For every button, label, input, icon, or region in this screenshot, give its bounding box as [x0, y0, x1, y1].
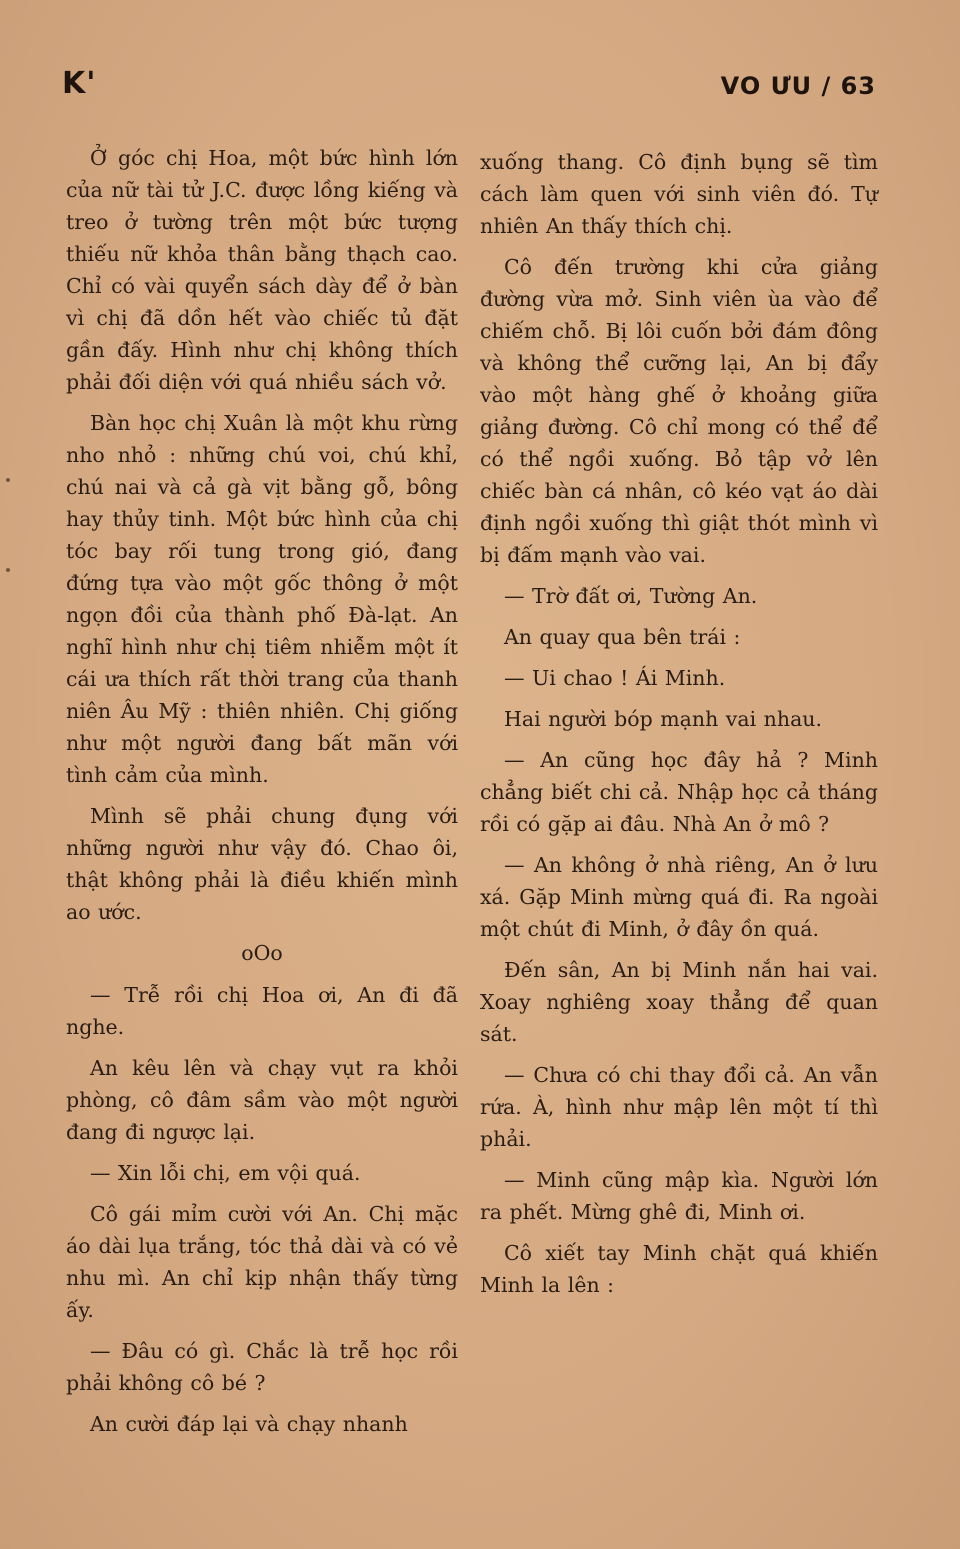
paragraph: — An không ở nhà riêng, An ở lưu xá. Gặp Minh mừng quá đi. Ra ngoài một chút đi Minh, ở đây ồn quá.	[480, 853, 878, 941]
paragraph: — An cũng học đây hả ? Minh chẳng biết chi cả. Nhập học cả tháng rồi có gặp ai đâu. Nhà An ở mô ?	[480, 748, 878, 836]
paragraph: — Trờ đất ơi, Tường An.	[504, 584, 758, 608]
left-column	[66, 142, 458, 1449]
paragraph: Ở góc chị Hoa, một bức hình lớn của nữ tài tử J.C. được lồng kiếng và treo ở tường trên một bức tượng thiếu nữ khỏa thân bằng thạch cao. Chỉ có vài quyển sách dày để ở bàn vì chị đã dồn hết vào chiếc tủ đặt gần đấy. Hình như chị không thích phải đối diện với quá nhiều sách vở.	[66, 146, 458, 394]
paragraph: xuống thang. Cô định bụng sẽ tìm cách làm quen với sinh viên đó. Tự nhiên An thấy thích chị.	[480, 150, 878, 238]
running-header: VO ƯU / 63	[720, 72, 876, 100]
paragraph: Đến sân, An bị Minh nắn hai vai. Xoay nghiêng xoay thẳng để quan sát.	[480, 958, 878, 1046]
paragraph: — Chưa có chi thay đổi cả. An vẫn rứa. À, hình như mập lên một tí thì phải.	[480, 1063, 878, 1151]
paragraph: — Ui chao ! Ái Minh.	[504, 666, 726, 690]
page-corner-mark: K'	[62, 66, 97, 101]
paragraph: An quay qua bên trái :	[504, 625, 741, 649]
paragraph: Cô xiết tay Minh chặt quá khiến Minh la lên :	[480, 1241, 878, 1297]
paragraph: Hai người bóp mạnh vai nhau.	[504, 707, 823, 731]
paragraph: Cô đến trường khi cửa giảng đường vừa mở. Sinh viên ùa vào để chiếm chỗ. Bị lôi cuốn bởi đám đông và không thể cưỡng lại, An bị đẩy vào một hàng ghế ở khoảng giữa giảng đường. Cô chỉ mong có thể để có thể ngồi xuống. Bỏ tập vở lên chiếc bàn cá nhân, cô kéo vạt áo dài định ngồi xuống thì giật thót mình vì bị đấm mạnh vào vai.	[480, 255, 878, 567]
paragraph: — Xin lỗi chị, em vội quá.	[90, 1161, 361, 1185]
paragraph: — Minh cũng mập kìa. Người lớn ra phết. Mừng ghê đi, Minh ơi.	[480, 1168, 878, 1224]
paragraph: An kêu lên và chạy vụt ra khỏi phòng, cô đâm sầm vào một người đang đi ngược lại.	[66, 1056, 458, 1144]
paragraph: Bàn học chị Xuân là một khu rừng nho nhỏ : những chú voi, chú khỉ, chú nai và cả gà vịt bằng gỗ, bông hay thủy tinh. Một bức hình của chị tóc bay rối tung trong gió, đang đứng tựa vào một gốc thông ở một ngọn đồi của thành phố Đà-lạt. An nghĩ hình như chị tiêm nhiễm một ít cái ưa thích rất thời trang của thanh niên Âu Mỹ : thiên nhiên. Chị giống như một người đang bất mãn với tình cảm của mình.	[66, 411, 458, 787]
paper-speck	[6, 478, 10, 482]
paragraph: Mình sẽ phải chung đụng với những người như vậy đó. Chao ôi, thật không phải là điều khiến mình ao ước.	[66, 804, 458, 924]
right-column	[480, 146, 878, 1310]
paragraph: — Trễ rồi chị Hoa ơi, An đi đã nghe.	[66, 983, 458, 1039]
section-break: oOo	[241, 941, 283, 965]
paragraph: — Đâu có gì. Chắc là trễ học rồi phải không cô bé ?	[66, 1339, 458, 1395]
paragraph: Cô gái mỉm cười với An. Chị mặc áo dài lụa trắng, tóc thả dài và có vẻ nhu mì. An chỉ kịp nhận thấy từng ấy.	[66, 1202, 458, 1322]
paragraph: An cười đáp lại và chạy nhanh	[90, 1412, 408, 1436]
paper-speck	[6, 568, 10, 572]
